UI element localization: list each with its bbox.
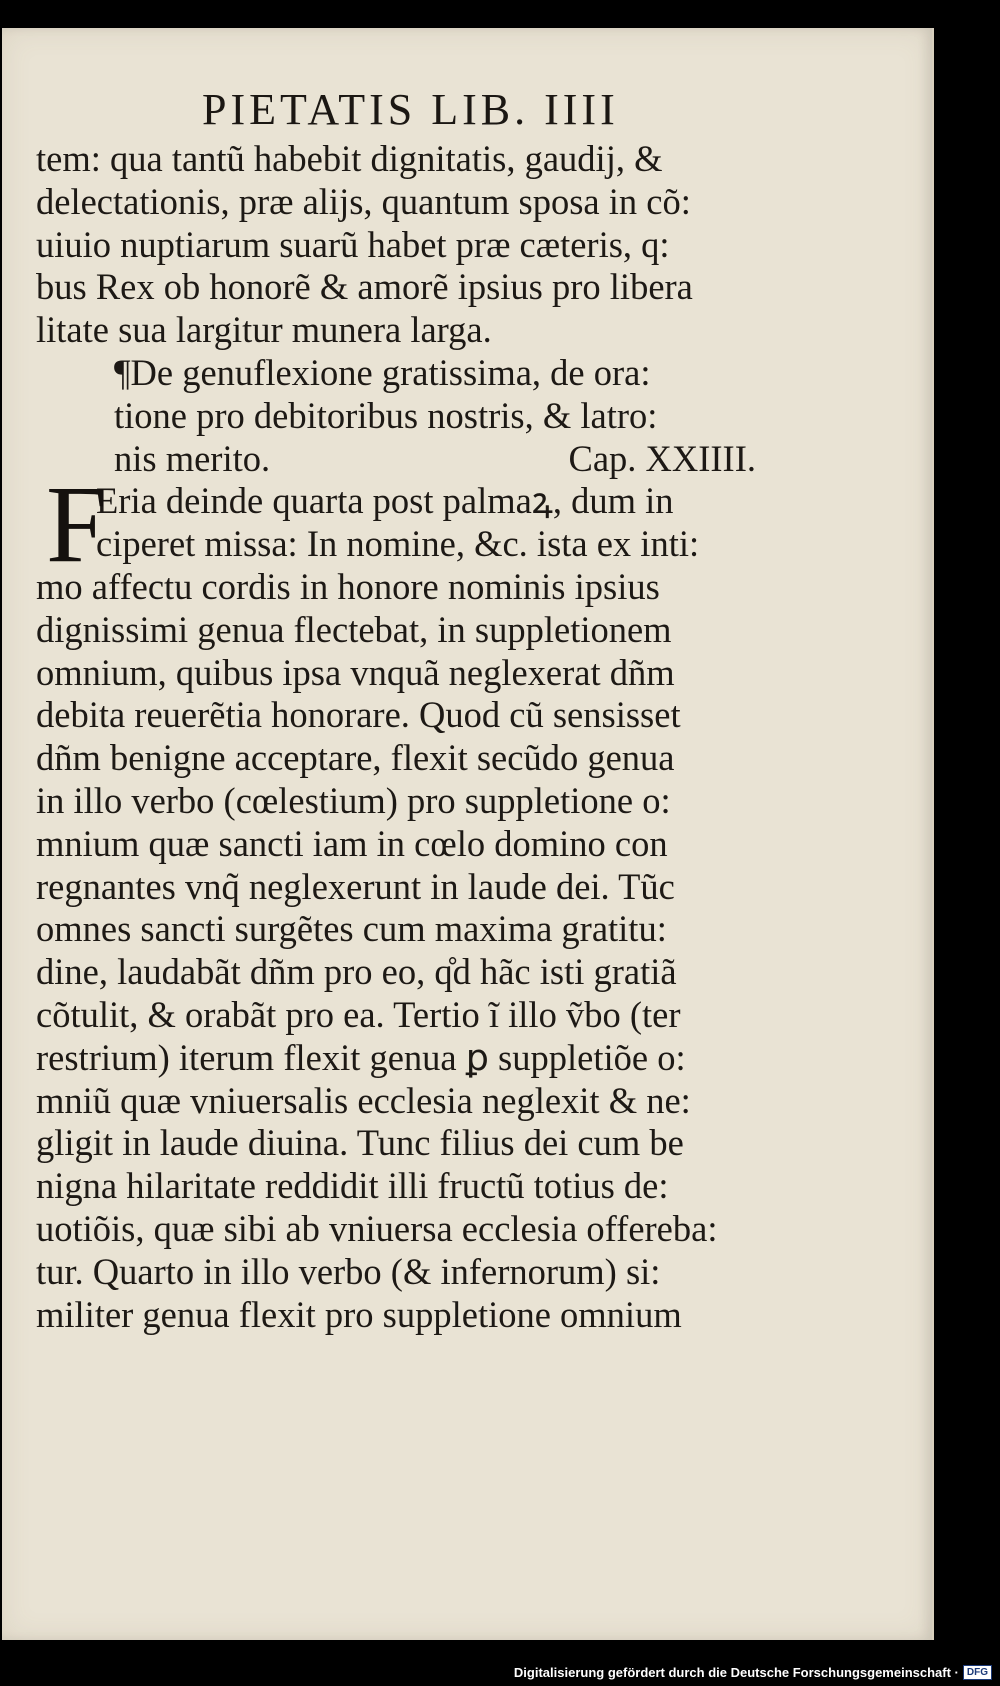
- rubric-line: nis merito.: [114, 437, 271, 479]
- top-paragraph: [36, 138, 766, 352]
- text-line: mnium quæ sancti iam in cœlo domino con: [36, 822, 668, 864]
- drop-cap: F: [46, 463, 108, 586]
- dfg-logo: DFG: [963, 1665, 992, 1680]
- text-line: restrium) iterum flexit genua ꝑ suppletiõe o:: [36, 1036, 686, 1078]
- text-line: dñm benigne acceptare, flexit secũdo genua: [36, 737, 675, 779]
- text-block: [36, 138, 766, 1336]
- text-line: militer genua flexit pro suppletione omnium: [36, 1293, 682, 1335]
- rubric-line: ¶De genuflexione gratissima, de ora:: [114, 351, 651, 393]
- text-line: tur. Quarto in illo verbo (& infernorum) si:: [36, 1250, 661, 1292]
- text-line: regnantes vnq̃ neglexerunt in laude dei. Tũc: [36, 865, 675, 907]
- chapter-number: Cap. XXIIII.: [568, 437, 756, 479]
- text-line: ciperet missa: In nomine, &c. ista ex inti:: [96, 523, 700, 565]
- text-line: gligit in laude diuina. Tunc filius dei cum be: [36, 1122, 684, 1164]
- chapter-rubric: [36, 352, 766, 480]
- main-paragraph: [36, 566, 766, 1336]
- text-line: tem: qua tantũ habebit dignitatis, gaudij, &: [36, 138, 663, 179]
- rubric-last-line: [36, 438, 766, 481]
- text-line: cõtulit, & orabãt pro ea. Tertio ĩ illo ṽbo (ter: [36, 993, 681, 1035]
- text-line: bus Rex ob honorẽ & amorẽ ipsius pro libera: [36, 266, 693, 308]
- text-line: debita reuerẽtia honorare. Quod cũ sensisset: [36, 694, 681, 736]
- text-line: dine, laudabãt dñm pro eo, q̊d hãc isti gratiã: [36, 951, 677, 993]
- running-header: PIETATIS LIB. IIII: [202, 85, 619, 134]
- text-line: Eria deinde quarta post palmaꝝ, dum in: [96, 480, 674, 522]
- book-page: [2, 28, 934, 1640]
- text-line: omnes sancti surgẽtes cum maxima gratitu:: [36, 908, 667, 950]
- text-line: omnium, quibus ipsa vnquã neglexerat dñm: [36, 651, 675, 693]
- credit-text: Digitalisierung gefördert durch die Deutsche Forschungsgemeinschaft ·: [513, 1665, 959, 1680]
- text-line: delectationis, præ alijs, quantum sposa in cõ:: [36, 180, 691, 222]
- text-line: uiuio nuptiarum suarũ habet præ cæteris, q:: [36, 223, 670, 265]
- text-line: litate sua largitur munera larga.: [36, 309, 492, 351]
- text-line: dignissimi genua flectebat, in suppletionem: [36, 608, 672, 650]
- text-line: nigna hilaritate reddidit illi fructũ totius de:: [36, 1165, 669, 1207]
- rubric-line: tione pro debitoribus nostris, & latro:: [114, 394, 658, 436]
- text-line: mo affectu cordis in honore nominis ipsius: [36, 565, 660, 607]
- digitization-credit: [514, 1665, 992, 1680]
- text-line: mniũ quæ vniuersalis ecclesia neglexit & ne:: [36, 1079, 691, 1121]
- text-line: uotiõis, quæ sibi ab vniuersa ecclesia offereba:: [36, 1207, 718, 1249]
- text-line: in illo verbo (cœlestium) pro suppletione o:: [36, 779, 671, 821]
